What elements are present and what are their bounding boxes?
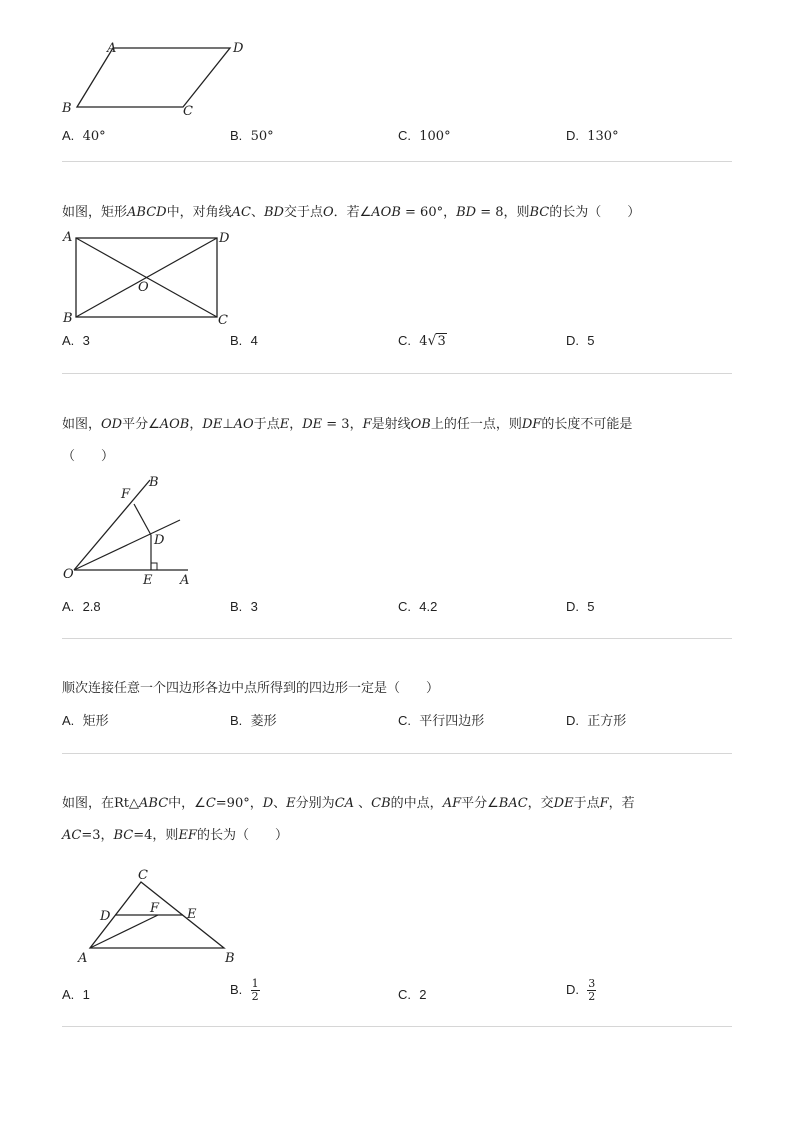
label-D: D (219, 231, 230, 246)
label-E: E (187, 907, 197, 922)
q2-stem: 如图，OD平分∠AOB，DE⊥AO于点E，DE = 3，F是射线OB上的任一点，则DF的长度不可能是 (62, 417, 633, 432)
fraction: $\frac{1}{2}$ (251, 977, 259, 1003)
q3-option-b[interactable]: B. 菱形 (230, 713, 277, 729)
sqrt-sign: √ (427, 333, 437, 349)
label-A: A (107, 41, 117, 56)
label-D: D (100, 909, 111, 924)
q2-option-c[interactable]: C. 4.2 (398, 599, 438, 614)
divider (62, 373, 732, 374)
q4-option-a[interactable]: A. 1 (62, 987, 90, 1002)
label-B: B (62, 101, 72, 116)
label-O: O (138, 280, 149, 295)
q3-stem: 顺次连接任意一个四边形各边中点所得到的四边形一定是（ ） (62, 681, 440, 696)
q0-option-c[interactable]: C. 100° (398, 128, 451, 144)
q1-option-a[interactable]: A. 3 (62, 333, 90, 348)
label-B: B (149, 475, 159, 490)
q1-stem: 如图，矩形ABCD中，对角线AC、BD交于点O．若∠AOB = 60°，BD = 8，则BC的长为（ ） (62, 205, 641, 220)
label-C: C (218, 313, 228, 328)
parallelogram-figure (55, 35, 255, 120)
divider (62, 1026, 732, 1027)
label-F: F (150, 901, 160, 916)
label-C: C (183, 104, 193, 119)
q3-option-a[interactable]: A. 矩形 (62, 713, 109, 729)
q2-option-b[interactable]: B. 3 (230, 599, 258, 614)
triangle-figure (70, 862, 250, 970)
q3-option-d[interactable]: D. 正方形 (566, 713, 627, 729)
q0-option-b[interactable]: B. 50° (230, 128, 274, 144)
q0-option-a[interactable]: A. 40° (62, 128, 106, 144)
q0-option-d[interactable]: D. 130° (566, 128, 619, 144)
rectangle-figure (55, 226, 255, 330)
label-E: E (143, 573, 153, 588)
q1-option-d[interactable]: D. 5 (566, 333, 595, 348)
q3-option-c[interactable]: C. 平行四边形 (398, 713, 485, 729)
label-O: O (63, 567, 74, 582)
q1-option-c[interactable]: C. 4√3 (398, 333, 446, 349)
label-D: D (154, 533, 165, 548)
divider (62, 161, 732, 162)
q1-option-b[interactable]: B. 4 (230, 333, 258, 348)
divider (62, 753, 732, 754)
fraction: $\frac{3}{2}$ (588, 977, 596, 1003)
angle-bisector-figure (55, 468, 205, 592)
q2-stem-line2: （ ） (62, 449, 115, 464)
label-C: C (138, 868, 148, 883)
q2-option-d[interactable]: D. 5 (566, 599, 595, 614)
label-A: A (78, 951, 88, 966)
divider (62, 638, 732, 639)
q4-option-b[interactable]: B. $\frac{1}{2}$ (230, 977, 259, 1003)
label-A: A (180, 573, 190, 588)
label-B: B (63, 311, 73, 326)
q2-option-a[interactable]: A. 2.8 (62, 599, 101, 614)
q4-option-c[interactable]: C. 2 (398, 987, 427, 1002)
label-D: D (233, 41, 244, 56)
q4-stem: 如图，在Rt△ABC中，∠C=90°，D、E分别为CA 、CB的中点，AF平分∠BAC，交DE于点F，若 (62, 796, 635, 811)
label-F: F (121, 487, 131, 502)
q4-option-d[interactable]: D. $\frac{3}{2}$ (566, 977, 596, 1003)
label-A: A (63, 230, 73, 245)
label-B: B (225, 951, 235, 966)
q4-stem-line2: AC=3，BC=4，则EF的长为（ ） (62, 828, 288, 843)
